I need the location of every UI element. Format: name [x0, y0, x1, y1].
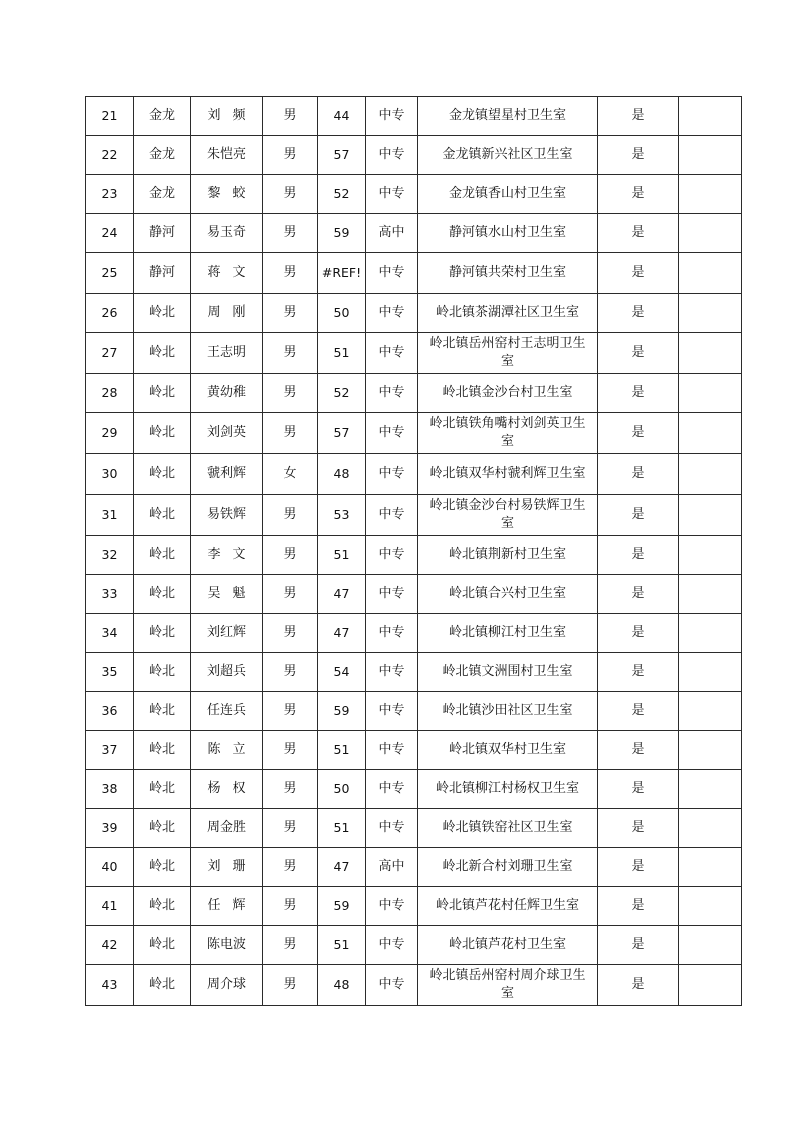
table-row	[86, 887, 742, 926]
cell-no: 39	[86, 809, 134, 848]
cell-qualified: 是	[598, 770, 679, 809]
cell-clinic: 岭北镇双华村虢利辉卫生室	[418, 454, 598, 495]
cell-name: 刘超兵	[191, 653, 263, 692]
cell-town: 岭北	[134, 413, 191, 454]
cell-qualified: 是	[598, 536, 679, 575]
cell-no: 32	[86, 536, 134, 575]
cell-clinic: 岭北镇荆新村卫生室	[418, 536, 598, 575]
cell-clinic: 岭北镇柳江村杨权卫生室	[418, 770, 598, 809]
cell-age: 51	[318, 809, 366, 848]
table-row	[86, 926, 742, 965]
cell-age: 59	[318, 887, 366, 926]
cell-gender: 男	[263, 294, 318, 333]
table-row	[86, 214, 742, 253]
cell-town: 岭北	[134, 575, 191, 614]
cell-remark	[679, 770, 742, 809]
cell-education: 中专	[366, 333, 418, 374]
cell-qualified: 是	[598, 809, 679, 848]
cell-town: 岭北	[134, 333, 191, 374]
table-row	[86, 536, 742, 575]
cell-clinic: 岭北镇金沙台村易铁辉卫生室	[418, 495, 598, 536]
cell-gender: 男	[263, 495, 318, 536]
cell-clinic: 岭北镇金沙台村卫生室	[418, 374, 598, 413]
cell-remark	[679, 848, 742, 887]
cell-no: 36	[86, 692, 134, 731]
table-row	[86, 495, 742, 536]
cell-age: 52	[318, 374, 366, 413]
cell-clinic: 金龙镇香山村卫生室	[418, 175, 598, 214]
cell-clinic: 岭北镇芦花村任辉卫生室	[418, 887, 598, 926]
cell-qualified: 是	[598, 175, 679, 214]
cell-name: 杨权	[191, 770, 263, 809]
cell-remark	[679, 374, 742, 413]
cell-town: 静河	[134, 253, 191, 294]
cell-name: 虢利辉	[191, 454, 263, 495]
cell-clinic: 静河镇水山村卫生室	[418, 214, 598, 253]
cell-town: 岭北	[134, 887, 191, 926]
cell-qualified: 是	[598, 692, 679, 731]
cell-education: 中专	[366, 136, 418, 175]
cell-age: #REF!	[318, 253, 366, 294]
table-row	[86, 770, 742, 809]
cell-town: 静河	[134, 214, 191, 253]
cell-clinic: 岭北镇茶湖潭社区卫生室	[418, 294, 598, 333]
cell-age: 50	[318, 770, 366, 809]
cell-age: 57	[318, 136, 366, 175]
cell-gender: 男	[263, 731, 318, 770]
cell-education: 中专	[366, 294, 418, 333]
cell-no: 31	[86, 495, 134, 536]
cell-town: 岭北	[134, 848, 191, 887]
cell-name: 刘红辉	[191, 614, 263, 653]
table-row	[86, 653, 742, 692]
cell-name: 任辉	[191, 887, 263, 926]
cell-education: 中专	[366, 965, 418, 1006]
cell-clinic: 静河镇共荣村卫生室	[418, 253, 598, 294]
cell-clinic: 岭北镇芦花村卫生室	[418, 926, 598, 965]
cell-no: 26	[86, 294, 134, 333]
table-row	[86, 136, 742, 175]
cell-education: 中专	[366, 926, 418, 965]
cell-gender: 男	[263, 97, 318, 136]
cell-education: 中专	[366, 374, 418, 413]
cell-education: 高中	[366, 848, 418, 887]
cell-education: 中专	[366, 97, 418, 136]
cell-town: 岭北	[134, 536, 191, 575]
table-body	[86, 97, 742, 1006]
cell-education: 中专	[366, 495, 418, 536]
cell-town: 岭北	[134, 614, 191, 653]
cell-age: 57	[318, 413, 366, 454]
cell-age: 52	[318, 175, 366, 214]
cell-qualified: 是	[598, 926, 679, 965]
cell-town: 岭北	[134, 294, 191, 333]
cell-name: 刘频	[191, 97, 263, 136]
cell-age: 47	[318, 848, 366, 887]
cell-remark	[679, 136, 742, 175]
cell-remark	[679, 692, 742, 731]
cell-gender: 男	[263, 253, 318, 294]
cell-name: 陈立	[191, 731, 263, 770]
cell-qualified: 是	[598, 887, 679, 926]
cell-town: 岭北	[134, 653, 191, 692]
table-row	[86, 692, 742, 731]
cell-education: 中专	[366, 175, 418, 214]
cell-remark	[679, 653, 742, 692]
cell-qualified: 是	[598, 97, 679, 136]
cell-clinic: 岭北镇文洲围村卫生室	[418, 653, 598, 692]
cell-qualified: 是	[598, 848, 679, 887]
cell-qualified: 是	[598, 374, 679, 413]
cell-name: 周刚	[191, 294, 263, 333]
staff-table	[85, 96, 742, 1006]
cell-age: 51	[318, 536, 366, 575]
cell-clinic: 岭北镇双华村卫生室	[418, 731, 598, 770]
cell-clinic: 岭北镇沙田社区卫生室	[418, 692, 598, 731]
cell-gender: 男	[263, 770, 318, 809]
cell-no: 30	[86, 454, 134, 495]
cell-gender: 男	[263, 809, 318, 848]
cell-remark	[679, 926, 742, 965]
cell-qualified: 是	[598, 333, 679, 374]
cell-remark	[679, 253, 742, 294]
cell-town: 岭北	[134, 374, 191, 413]
cell-no: 37	[86, 731, 134, 770]
cell-no: 25	[86, 253, 134, 294]
cell-name: 黎蛟	[191, 175, 263, 214]
cell-no: 29	[86, 413, 134, 454]
cell-remark	[679, 413, 742, 454]
cell-name: 朱恺亮	[191, 136, 263, 175]
table-row	[86, 848, 742, 887]
table-row	[86, 374, 742, 413]
cell-name: 黄幼稚	[191, 374, 263, 413]
cell-remark	[679, 887, 742, 926]
cell-no: 27	[86, 333, 134, 374]
cell-qualified: 是	[598, 614, 679, 653]
cell-town: 岭北	[134, 965, 191, 1006]
cell-town: 岭北	[134, 731, 191, 770]
cell-remark	[679, 575, 742, 614]
cell-qualified: 是	[598, 731, 679, 770]
cell-clinic: 金龙镇新兴社区卫生室	[418, 136, 598, 175]
cell-qualified: 是	[598, 965, 679, 1006]
cell-name: 任连兵	[191, 692, 263, 731]
cell-name: 刘剑英	[191, 413, 263, 454]
cell-remark	[679, 454, 742, 495]
cell-qualified: 是	[598, 413, 679, 454]
cell-gender: 男	[263, 887, 318, 926]
cell-education: 中专	[366, 809, 418, 848]
cell-no: 35	[86, 653, 134, 692]
cell-remark	[679, 495, 742, 536]
cell-qualified: 是	[598, 495, 679, 536]
cell-education: 中专	[366, 770, 418, 809]
cell-education: 中专	[366, 575, 418, 614]
cell-age: 44	[318, 97, 366, 136]
cell-town: 金龙	[134, 175, 191, 214]
cell-age: 47	[318, 575, 366, 614]
cell-education: 中专	[366, 887, 418, 926]
cell-clinic: 岭北镇岳州窑村周介球卫生室	[418, 965, 598, 1006]
table-row	[86, 253, 742, 294]
cell-no: 40	[86, 848, 134, 887]
cell-no: 21	[86, 97, 134, 136]
cell-town: 岭北	[134, 454, 191, 495]
cell-qualified: 是	[598, 454, 679, 495]
cell-town: 岭北	[134, 495, 191, 536]
cell-clinic: 岭北镇合兴村卫生室	[418, 575, 598, 614]
cell-education: 中专	[366, 731, 418, 770]
cell-name: 易铁辉	[191, 495, 263, 536]
cell-clinic: 岭北新合村刘珊卫生室	[418, 848, 598, 887]
cell-age: 51	[318, 731, 366, 770]
cell-qualified: 是	[598, 253, 679, 294]
cell-qualified: 是	[598, 653, 679, 692]
cell-gender: 男	[263, 333, 318, 374]
cell-education: 中专	[366, 653, 418, 692]
cell-gender: 男	[263, 136, 318, 175]
cell-gender: 男	[263, 653, 318, 692]
cell-gender: 男	[263, 214, 318, 253]
cell-remark	[679, 614, 742, 653]
table-row	[86, 175, 742, 214]
cell-remark	[679, 536, 742, 575]
cell-town: 岭北	[134, 926, 191, 965]
table-row	[86, 413, 742, 454]
cell-town: 岭北	[134, 809, 191, 848]
cell-name: 王志明	[191, 333, 263, 374]
cell-name: 刘珊	[191, 848, 263, 887]
cell-gender: 男	[263, 965, 318, 1006]
cell-remark	[679, 294, 742, 333]
cell-name: 蒋文	[191, 253, 263, 294]
cell-clinic: 岭北镇铁窑社区卫生室	[418, 809, 598, 848]
cell-no: 43	[86, 965, 134, 1006]
cell-remark	[679, 333, 742, 374]
cell-town: 岭北	[134, 692, 191, 731]
cell-gender: 男	[263, 614, 318, 653]
cell-town: 金龙	[134, 136, 191, 175]
cell-name: 周介球	[191, 965, 263, 1006]
cell-age: 51	[318, 333, 366, 374]
cell-education: 中专	[366, 253, 418, 294]
cell-gender: 男	[263, 175, 318, 214]
cell-gender: 男	[263, 926, 318, 965]
cell-gender: 男	[263, 374, 318, 413]
cell-town: 岭北	[134, 770, 191, 809]
cell-age: 59	[318, 692, 366, 731]
cell-remark	[679, 214, 742, 253]
table-row	[86, 294, 742, 333]
cell-remark	[679, 97, 742, 136]
table-row	[86, 731, 742, 770]
cell-age: 48	[318, 965, 366, 1006]
table-row	[86, 809, 742, 848]
table-row	[86, 454, 742, 495]
cell-name: 李文	[191, 536, 263, 575]
cell-age: 54	[318, 653, 366, 692]
cell-name: 易玉奇	[191, 214, 263, 253]
cell-no: 41	[86, 887, 134, 926]
cell-remark	[679, 809, 742, 848]
cell-clinic: 岭北镇柳江村卫生室	[418, 614, 598, 653]
table-row	[86, 575, 742, 614]
cell-no: 23	[86, 175, 134, 214]
cell-gender: 男	[263, 413, 318, 454]
cell-education: 中专	[366, 454, 418, 495]
cell-age: 47	[318, 614, 366, 653]
cell-no: 34	[86, 614, 134, 653]
cell-clinic: 金龙镇望星村卫生室	[418, 97, 598, 136]
cell-age: 59	[318, 214, 366, 253]
cell-qualified: 是	[598, 294, 679, 333]
cell-gender: 男	[263, 575, 318, 614]
cell-name: 周金胜	[191, 809, 263, 848]
cell-name: 陈电波	[191, 926, 263, 965]
cell-education: 中专	[366, 614, 418, 653]
table-row	[86, 614, 742, 653]
cell-clinic: 岭北镇铁角嘴村刘剑英卫生室	[418, 413, 598, 454]
cell-age: 53	[318, 495, 366, 536]
cell-age: 50	[318, 294, 366, 333]
cell-gender: 男	[263, 692, 318, 731]
cell-remark	[679, 731, 742, 770]
cell-education: 中专	[366, 692, 418, 731]
cell-qualified: 是	[598, 214, 679, 253]
cell-no: 42	[86, 926, 134, 965]
cell-no: 28	[86, 374, 134, 413]
cell-no: 24	[86, 214, 134, 253]
cell-qualified: 是	[598, 575, 679, 614]
table-row	[86, 965, 742, 1006]
cell-education: 中专	[366, 536, 418, 575]
cell-education: 高中	[366, 214, 418, 253]
cell-qualified: 是	[598, 136, 679, 175]
cell-age: 48	[318, 454, 366, 495]
cell-no: 38	[86, 770, 134, 809]
cell-town: 金龙	[134, 97, 191, 136]
cell-no: 22	[86, 136, 134, 175]
cell-education: 中专	[366, 413, 418, 454]
cell-age: 51	[318, 926, 366, 965]
cell-gender: 男	[263, 848, 318, 887]
cell-remark	[679, 965, 742, 1006]
cell-remark	[679, 175, 742, 214]
cell-name: 吴魁	[191, 575, 263, 614]
cell-clinic: 岭北镇岳州窑村王志明卫生室	[418, 333, 598, 374]
roster-sheet	[85, 96, 742, 1006]
cell-gender: 女	[263, 454, 318, 495]
table-row	[86, 333, 742, 374]
cell-no: 33	[86, 575, 134, 614]
table-row	[86, 97, 742, 136]
cell-gender: 男	[263, 536, 318, 575]
